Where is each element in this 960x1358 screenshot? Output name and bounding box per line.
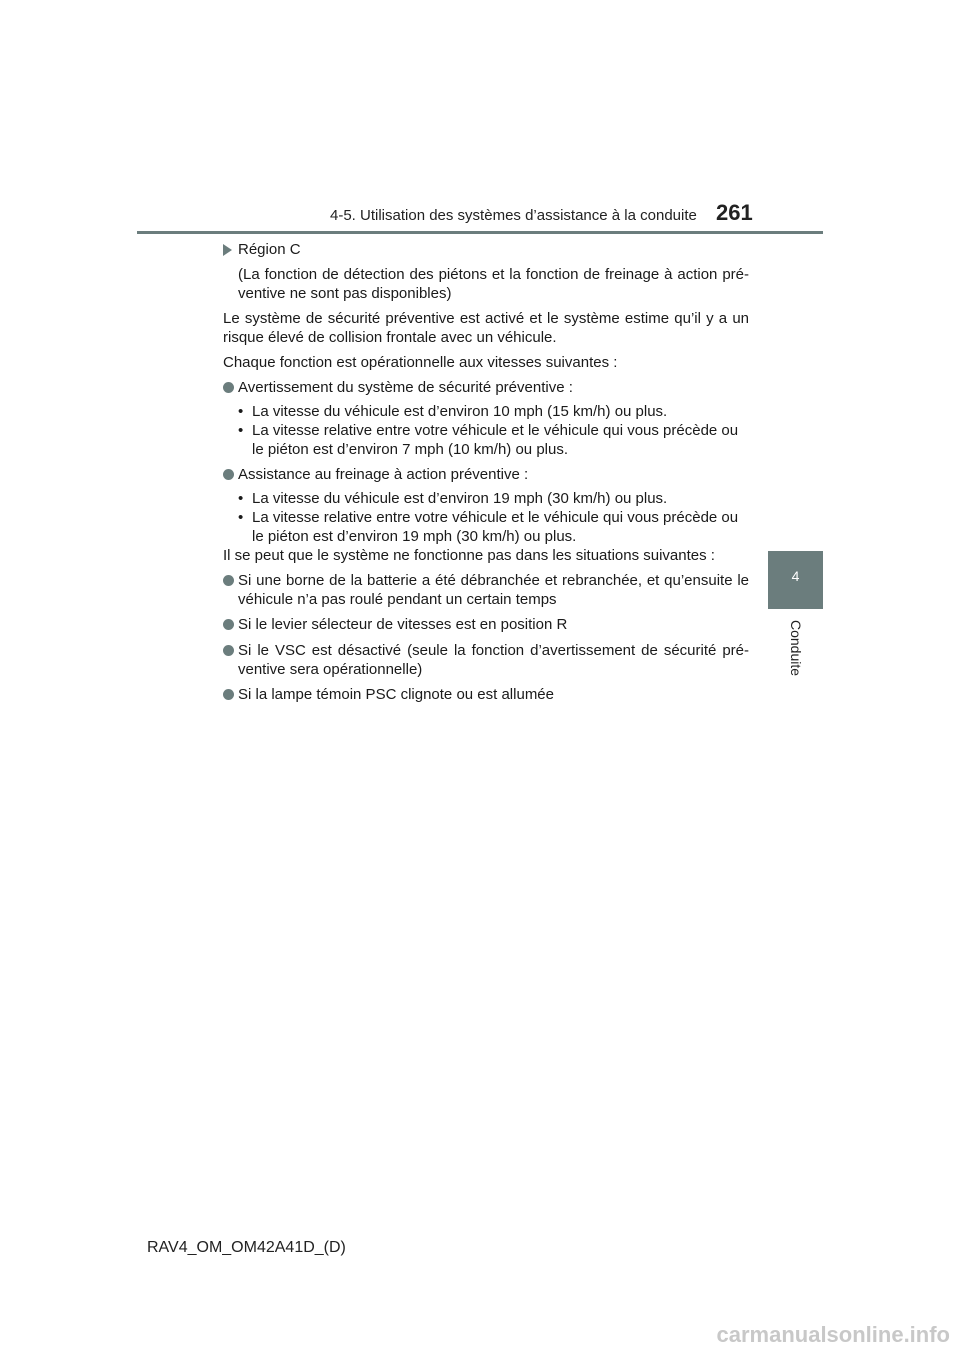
list-item: • La vitesse du véhicule est d’environ 19 mph (30 km/h) ou plus. <box>238 490 668 507</box>
condition-item: Si le levier sélecteur de vitesses est en position R <box>223 615 749 635</box>
chapter-number: 4 <box>791 568 800 584</box>
section-title: 4-5. Utilisation des systèmes d’assistance à la conduite <box>330 207 697 224</box>
watermark: carmanualsonline.info <box>716 1322 950 1347</box>
bullet-brake-assist <box>223 465 749 485</box>
brake-conditions-list <box>223 489 749 546</box>
bullet-warning-label: Avertissement du système de sécurité préventive : <box>238 379 573 396</box>
bullet-dot-icon <box>223 469 234 480</box>
bullet-dot-icon <box>223 645 234 656</box>
list-item: • La vitesse du véhicule est d’environ 10 mph (15 km/h) ou plus. <box>238 403 668 420</box>
triangle-marker-icon <box>223 244 232 256</box>
condition-item: Si le VSC est désactivé (seule la fonction d’avertissement de sécurité pré-ventive sera opérationnelle) <box>223 641 749 679</box>
paragraph-3: Il se peut que le système ne fonctionne pas dans les situations suivantes : <box>223 547 715 564</box>
bullet-dot-icon <box>223 689 234 700</box>
list-item: • La vitesse relative entre votre véhicule et le véhicule qui vous précède ou le piéton est d’environ 19 mph (30 km/h) ou plus. <box>238 509 739 545</box>
warning-conditions-list <box>223 402 749 459</box>
condition-item: Si une borne de la batterie a été débranchée et rebranchée, et qu’ensuite le véhicule n’a pas roulé pendant un certain temps <box>223 571 749 609</box>
bullet-dot-icon <box>223 575 234 586</box>
paragraph-1: Le système de sécurité préventive est activé et le système estime qu’il y a un risque élevé de collision frontale avec un véhicule. <box>223 310 749 346</box>
bullet-dot-icon <box>223 382 234 393</box>
region-heading-text: Région C <box>238 241 301 258</box>
region-heading <box>223 240 749 259</box>
chapter-label: Conduite <box>788 619 804 677</box>
bullet-brake-assist-label: Assistance au freinage à action préventive : <box>238 466 529 483</box>
page-number: 261 <box>716 200 753 225</box>
bullet-warning <box>223 378 749 398</box>
list-item: • La vitesse relative entre votre véhicule et le véhicule qui vous précède ou le piéton est d’environ 7 mph (10 km/h) ou plus. <box>238 422 739 458</box>
bullet-dot-icon <box>223 619 234 630</box>
header-divider <box>137 231 823 234</box>
condition-item: Si la lampe témoin PSC clignote ou est allumée <box>223 685 749 705</box>
paragraph-2: Chaque fonction est opérationnelle aux vitesses suivantes : <box>223 354 618 371</box>
chapter-tab <box>768 551 823 609</box>
document-code: RAV4_OM_OM42A41D_(D) <box>147 1239 346 1256</box>
page-content <box>223 240 749 711</box>
region-note: (La fonction de détection des piétons et la fonction de freinage à action pré-ventive ne sont pas disponibles) <box>238 266 749 302</box>
